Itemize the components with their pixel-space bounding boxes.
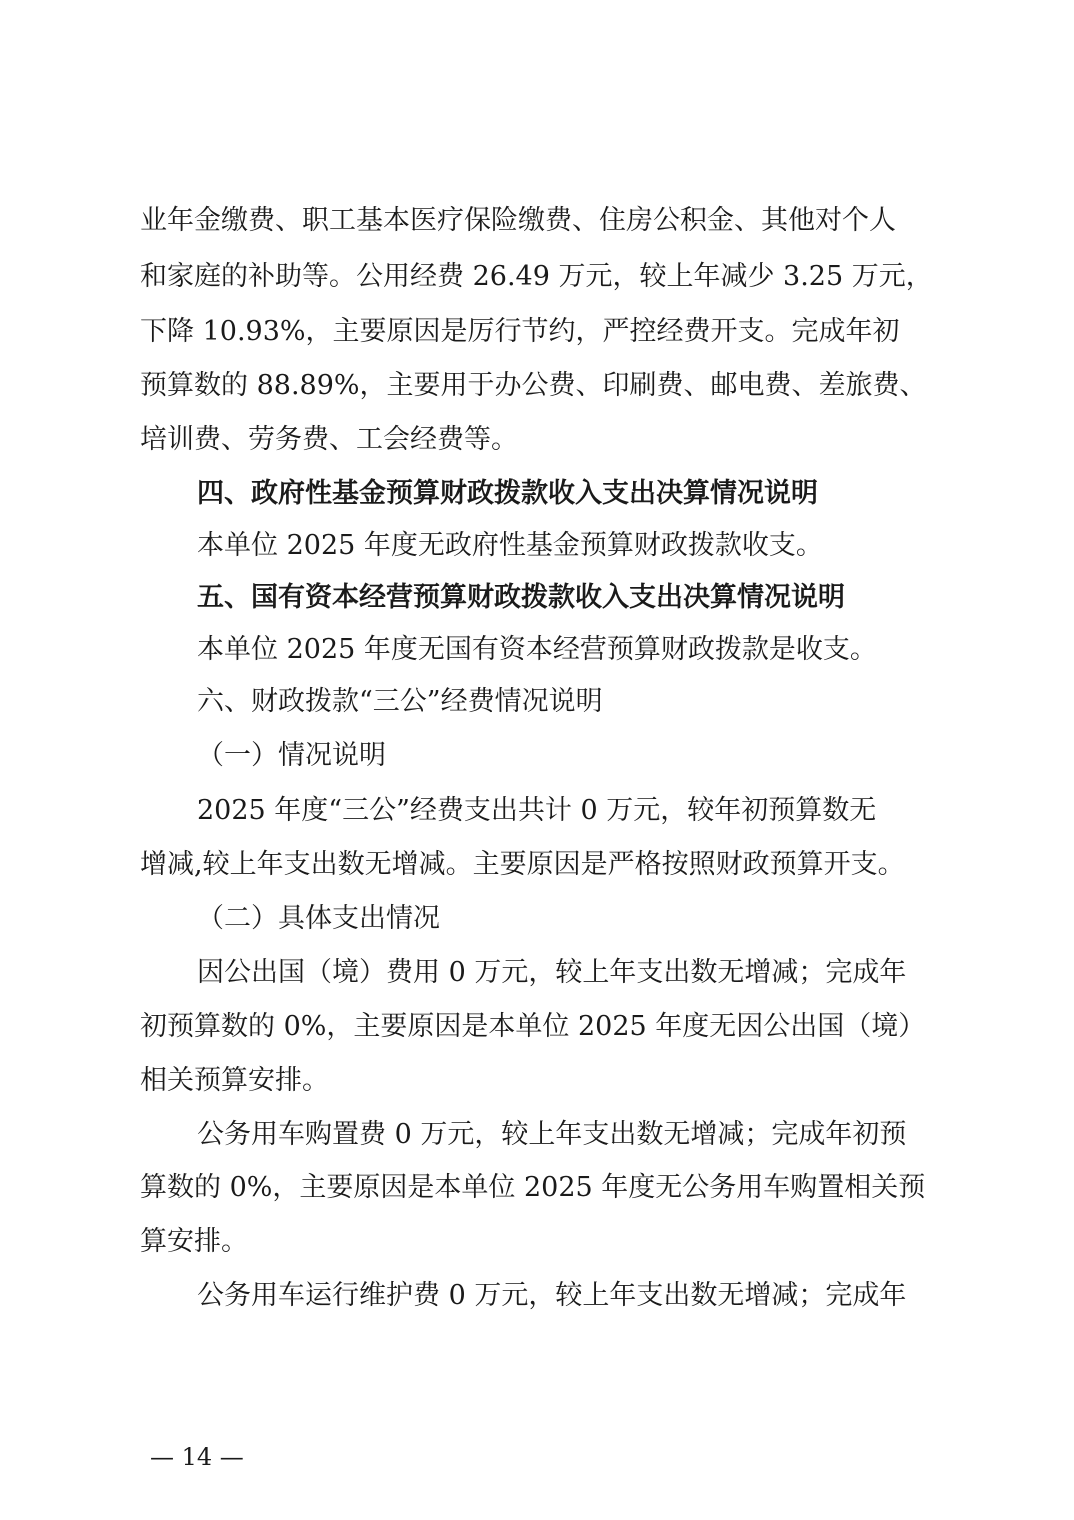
body-text-line: 公务用车运行维护费 0 万元，较上年支出数无增减；完成年 [197,1280,907,1311]
body-text-line: 增减,较上年支出数无增减。主要原因是严格按照财政预算开支。 [140,849,905,880]
body-text-line: 本单位 2025 年度无国有资本经营预算财政拨款是收支。 [197,634,877,665]
body-text-line: 预算数的 88.89%，主要用于办公费、印刷费、邮电费、差旅费、 [140,370,927,401]
section-heading-4: 四、政府性基金预算财政拨款收入支出决算情况说明 [197,478,818,509]
body-text-line: 相关预算安排。 [140,1065,329,1096]
body-text-line: 下降 10.93%，主要原因是厉行节约，严控经费开支。完成年初 [140,316,900,347]
body-text-line: 2025 年度“三公”经费支出共计 0 万元，较年初预算数无 [197,795,877,826]
body-text-line: 业年金缴费、职工基本医疗保险缴费、住房公积金、其他对个人 [140,205,896,236]
body-text-line: 因公出国（境）费用 0 万元，较上年支出数无增减；完成年 [197,957,907,988]
body-text-line: 培训费、劳务费、工会经费等。 [140,424,518,455]
body-text-line: 和家庭的补助等。公用经费 26.49 万元，较上年减少 3.25 万元， [140,261,933,292]
page-number: — 14 — [150,1443,244,1471]
body-text-line: 本单位 2025 年度无政府性基金预算财政拨款收支。 [197,530,823,561]
section-heading-5: 五、国有资本经营预算财政拨款收入支出决算情况说明 [197,582,845,613]
body-text-line: 初预算数的 0%，主要原因是本单位 2025 年度无因公出国（境） [140,1011,926,1042]
subsection-heading-1: （一）情况说明 [197,740,386,771]
section-heading-6: 六、财政拨款“三公”经费情况说明 [197,686,603,717]
body-text-line: 算数的 0%，主要原因是本单位 2025 年度无公务用车购置相关预 [140,1172,926,1203]
body-text-line: 公务用车购置费 0 万元，较上年支出数无增减；完成年初预 [197,1119,907,1150]
body-text-line: 算安排。 [140,1226,248,1257]
subsection-heading-2: （二）具体支出情况 [197,903,440,934]
